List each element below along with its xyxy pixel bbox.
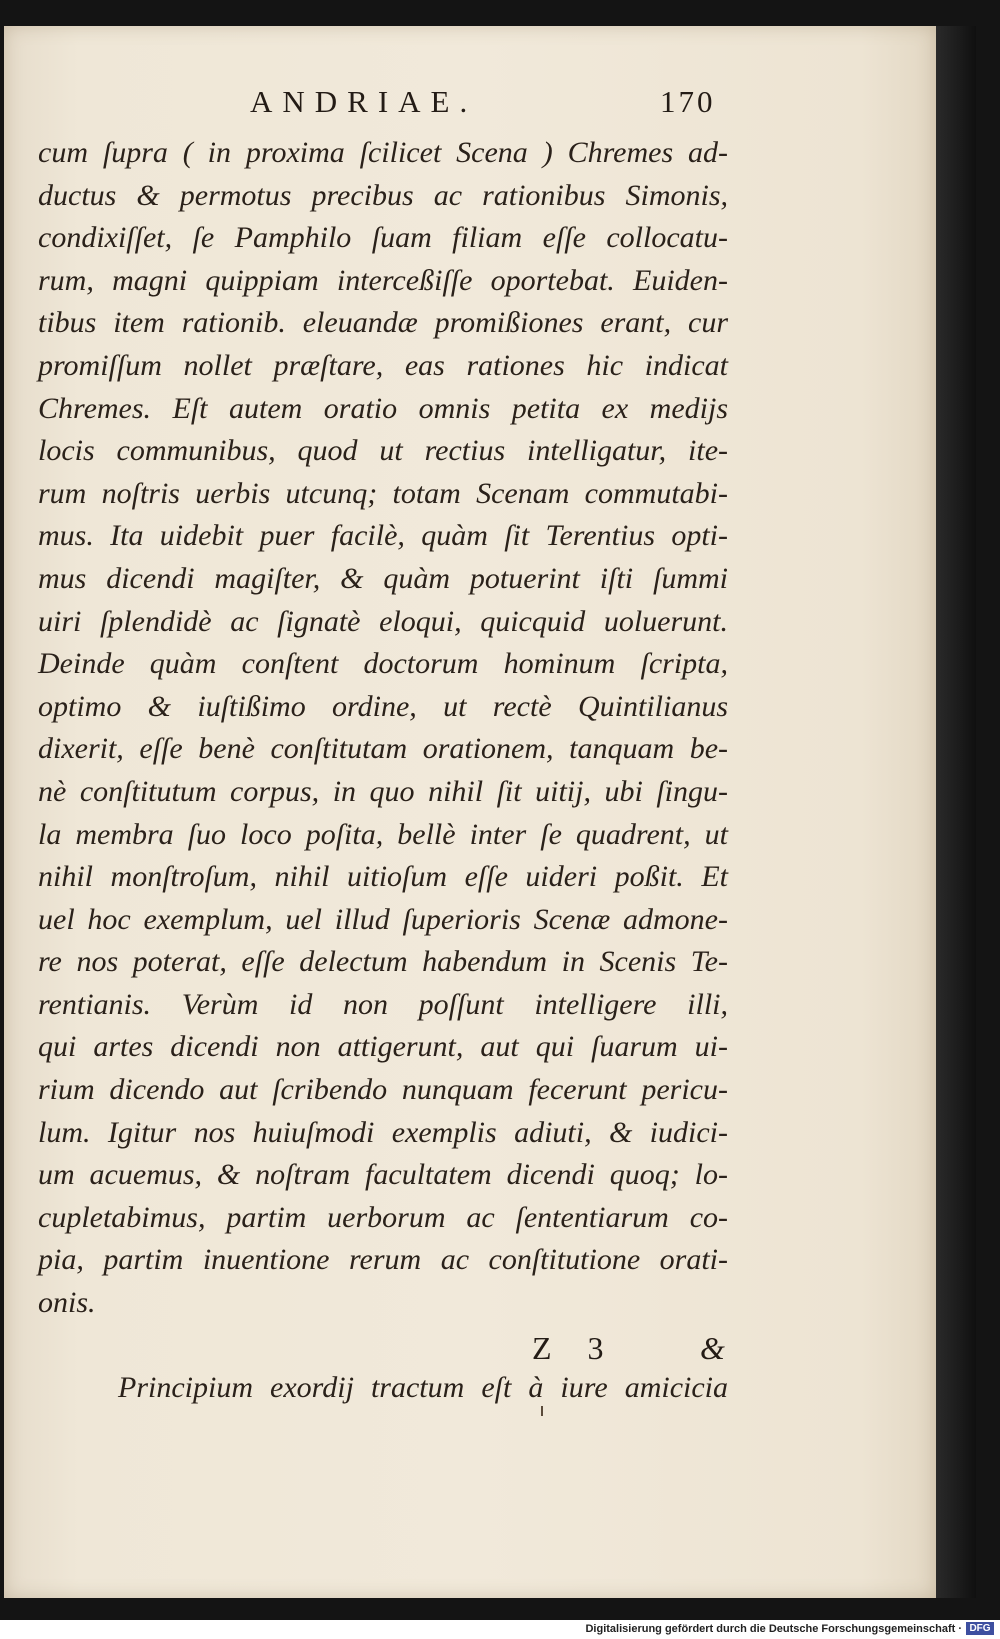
text-line: Chremes. Eſt autem oratio omnis petita ex medijs <box>38 391 728 425</box>
dfg-logo: DFG <box>966 1622 994 1635</box>
text-line: pia, partim inuentione rerum ac conſtitutione orati- <box>38 1243 728 1277</box>
page-number: 170 <box>660 84 716 119</box>
text-line: rentianis. Verùm id non poſſunt intelligere illi, <box>38 987 728 1021</box>
text-line: tibus item rationib. eleuandæ promißiones erant, cur <box>38 306 728 340</box>
text-line: cum ſupra ( in proxima ſcilicet Scena ) Chremes ad- <box>38 136 728 169</box>
text-line: mus. Ita uidebit puer facilè, quàm ſit Terentius opti- <box>38 519 728 553</box>
text-line: uel hoc exemplum, uel illud ſuperioris Scenæ admone- <box>38 902 728 936</box>
text-line: nè conſtitutum corpus, in quo nihil ſit uitij, ubi ſingu- <box>38 774 728 808</box>
running-head: ANDRIAE. <box>250 84 478 119</box>
funding-credit: Digitalisierung gefördert durch die Deutsche Forschungsgemeinschaft · <box>585 1623 962 1635</box>
catchword: & <box>700 1330 725 1366</box>
body-text <box>38 132 738 1410</box>
text-line: rum, magni quippiam interceßiſſe oportebat. Euiden- <box>38 263 728 297</box>
text-line: uiri ſplendidè ac ſignatè eloqui, quicquid uoluerunt. <box>38 604 728 638</box>
text-line: qui artes dicendi non attigerunt, aut qui ſuarum ui- <box>38 1030 728 1064</box>
text-line: la membra ſuo loco poſita, bellè inter ſe quadrent, ut <box>38 817 728 851</box>
text-line: Deinde quàm conſtent doctorum hominum ſcripta, <box>38 647 728 681</box>
ink-mark <box>541 1406 543 1416</box>
text-line: locis communibus, quod ut rectius intelligatur, ite- <box>38 434 728 468</box>
text-line: rum noſtris uerbis utcunq; totam Scenam commutabi- <box>38 476 728 510</box>
signature-mark: Z 3 <box>532 1330 618 1366</box>
spacer-line <box>38 1325 728 1368</box>
text-line: dixerit, eſſe benè conſtitutam orationem, tanquam be- <box>38 732 728 766</box>
text-line: cupletabimus, partim uerborum ac ſententiarum co- <box>38 1200 728 1234</box>
text-line: rium dicendo aut ſcribendo nunquam fecerunt pericu- <box>38 1073 728 1107</box>
text-line: um acuemus, & noſtram facultatem dicendi quoq; lo- <box>38 1158 728 1192</box>
text-line: optimo & iuſtißimo ordine, ut rectè Quintilianus <box>38 689 728 723</box>
text-line: mus dicendi magiſter, & quàm potuerint iſti ſummi <box>38 561 728 595</box>
text-line: lum. Igitur nos huiuſmodi exemplis adiuti, & iudici- <box>38 1115 728 1149</box>
closing-line: Principium exordij tractum eſt à iure amicicia <box>118 1371 728 1405</box>
text-line: nihil monſtroſum, nihil uitioſum eſſe uideri poßit. Et <box>38 860 728 894</box>
text-line: re nos poterat, eſſe delectum habendum in Scenis Te- <box>38 945 728 979</box>
page-edge-shadow <box>936 26 976 1598</box>
text-line: promiſſum nollet præſtare, eas rationes hic indicat <box>38 348 728 382</box>
text-line: onis. <box>38 1286 96 1320</box>
text-line: ductus & permotus precibus ac rationibus Simonis, <box>38 178 728 212</box>
text-line: condixiſſet, ſe Pamphilo ſuam filiam eſſe collocatu- <box>38 221 728 255</box>
